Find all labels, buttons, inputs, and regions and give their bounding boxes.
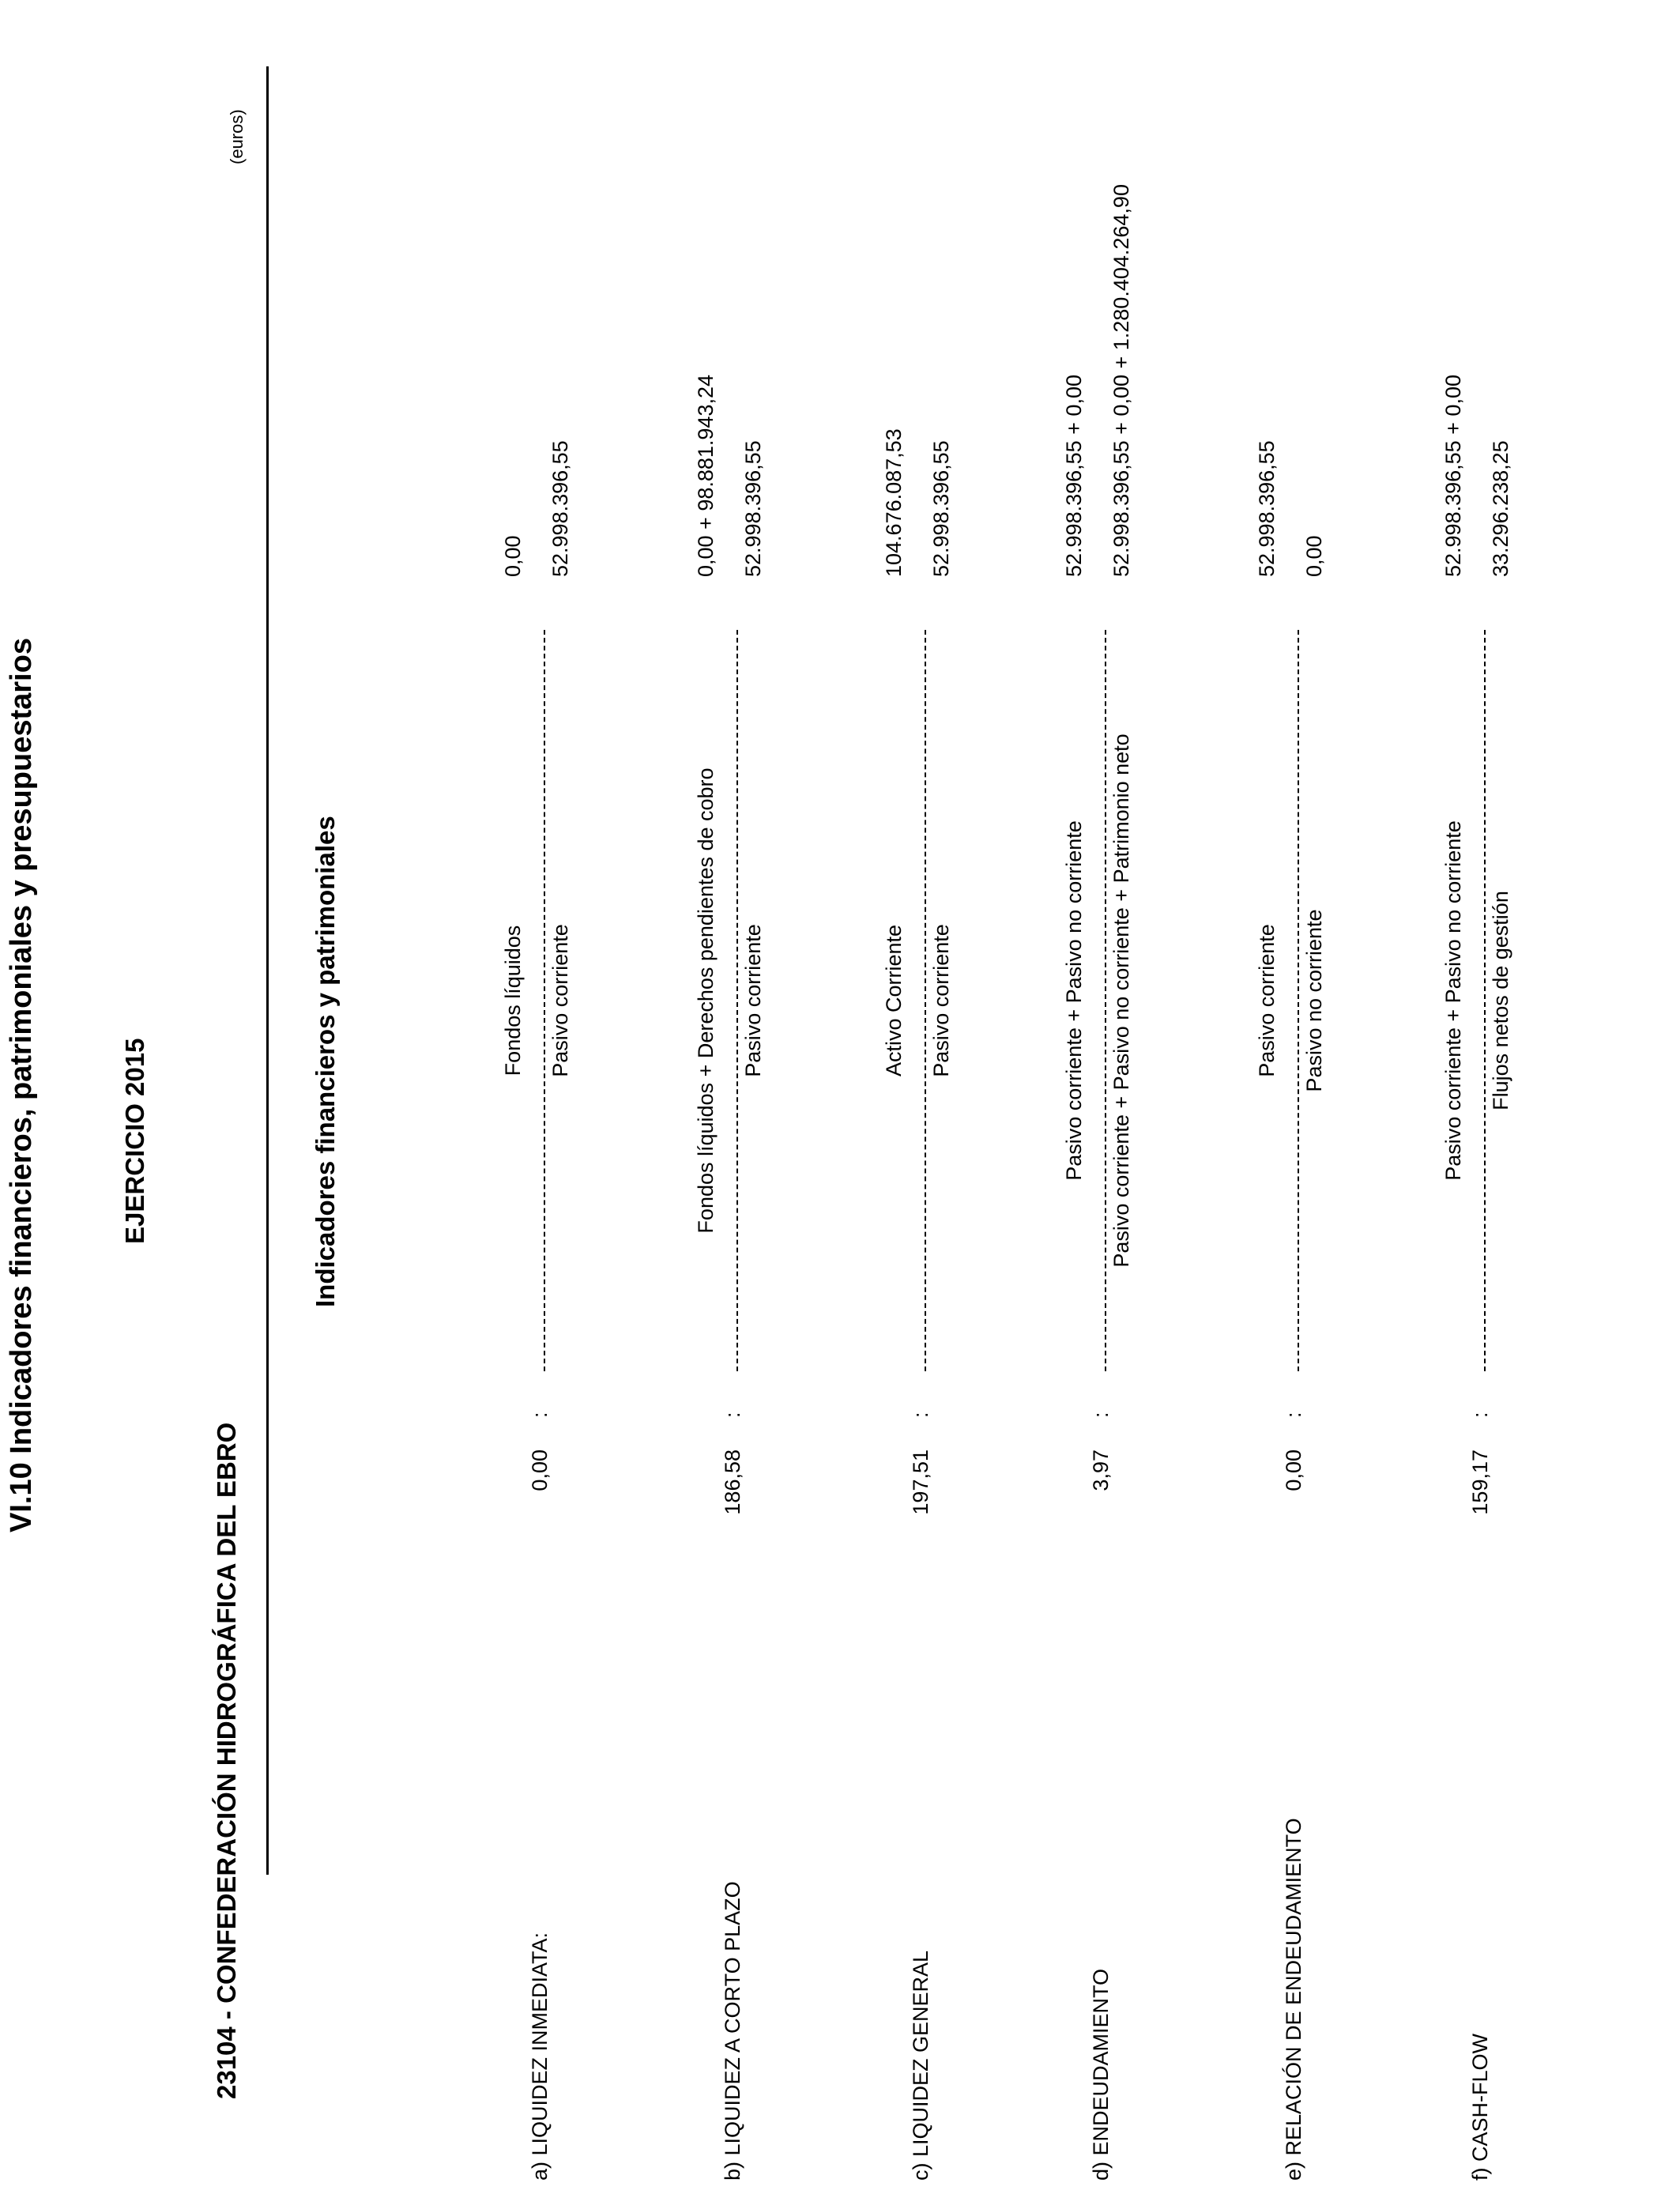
fraction-line xyxy=(1298,630,1299,1371)
formula-denominator: Pasivo corriente xyxy=(741,924,765,1077)
header-rule xyxy=(266,66,269,1875)
indicator-value: 159,17 xyxy=(1468,1449,1492,1515)
colon-separator: : xyxy=(1468,1412,1492,1418)
section-title: Indicadores financieros y patrimoniales xyxy=(311,816,340,1307)
denominator-values: 52.998.396,55 xyxy=(548,440,572,577)
fraction-line xyxy=(736,630,738,1371)
denominator-values: 52.998.396,55 xyxy=(741,440,765,577)
fraction-line xyxy=(544,630,545,1371)
formula-numerator: Pasivo corriente + Pasivo no corriente xyxy=(1062,820,1086,1181)
indicator-label: b) LIQUIDEZ A CORTO PLAZO xyxy=(721,1881,744,2181)
indicator-label: c) LIQUIDEZ GENERAL xyxy=(909,1950,932,2181)
denominator-values: 52.998.396,55 xyxy=(929,440,953,577)
numerator-values: 0,00 + 98.881.943,24 xyxy=(694,375,718,577)
numerator-values: 52.998.396,55 + 0,00 xyxy=(1441,375,1465,577)
indicator-label: f) CASH-FLOW xyxy=(1468,2034,1492,2181)
fraction-line xyxy=(1105,630,1106,1371)
formula-denominator: Pasivo corriente + Pasivo no corriente + Patrimonio neto xyxy=(1109,733,1133,1268)
numerator-values: 52.998.396,55 + 0,00 xyxy=(1062,375,1086,577)
colon-separator: : xyxy=(909,1412,932,1418)
indicator-label: d) ENDEUDAMIENTO xyxy=(1089,1968,1113,2181)
page-title: VI.10 Indicadores financieros, patrimoniales y presupuestarios xyxy=(5,638,38,1532)
indicator-label: e) RELACIÓN DE ENDEUDAMIENTO xyxy=(1282,1818,1305,2181)
exercise-label: EJERCICIO 2015 xyxy=(120,1038,149,1244)
formula-denominator: Pasivo corriente xyxy=(548,924,572,1077)
indicator-value: 197,51 xyxy=(909,1449,932,1515)
colon-separator: : xyxy=(1089,1412,1113,1418)
numerator-values: 52.998.396,55 xyxy=(1255,440,1279,577)
entity-name: 23104 - CONFEDERACIÓN HIDROGRÁFICA DEL EBRO xyxy=(212,1422,241,2099)
numerator-values: 0,00 xyxy=(501,535,525,577)
denominator-values: 52.998.396,55 + 0,00 + 1.280.404.264,90 xyxy=(1109,184,1133,577)
formula-numerator: Activo Corriente xyxy=(882,924,906,1077)
indicator-value: 0,00 xyxy=(1282,1449,1305,1491)
denominator-values: 33.296.238,25 xyxy=(1489,440,1512,577)
colon-separator: : xyxy=(528,1412,552,1418)
denominator-values: 0,00 xyxy=(1302,535,1326,577)
formula-denominator: Pasivo corriente xyxy=(929,924,953,1077)
units-label: (euros) xyxy=(227,109,247,164)
indicator-value: 3,97 xyxy=(1089,1449,1113,1491)
fraction-line xyxy=(925,630,926,1371)
fraction-line xyxy=(1484,630,1486,1371)
formula-denominator: Pasivo no corriente xyxy=(1302,909,1326,1092)
indicator-label: a) LIQUIDEZ INMEDIATA: xyxy=(528,1932,552,2181)
formula-numerator: Fondos líquidos xyxy=(501,925,525,1076)
numerator-values: 104.676.087,53 xyxy=(882,428,906,577)
formula-denominator: Flujos netos de gestión xyxy=(1489,891,1512,1110)
colon-separator: : xyxy=(1282,1412,1305,1418)
formula-numerator: Pasivo corriente xyxy=(1255,924,1279,1077)
colon-separator: : xyxy=(721,1412,744,1418)
indicator-value: 186,58 xyxy=(721,1449,744,1515)
formula-numerator: Fondos líquidos + Derechos pendientes de cobro xyxy=(694,767,718,1234)
formula-numerator: Pasivo corriente + Pasivo no corriente xyxy=(1441,820,1465,1181)
indicator-value: 0,00 xyxy=(528,1449,552,1491)
